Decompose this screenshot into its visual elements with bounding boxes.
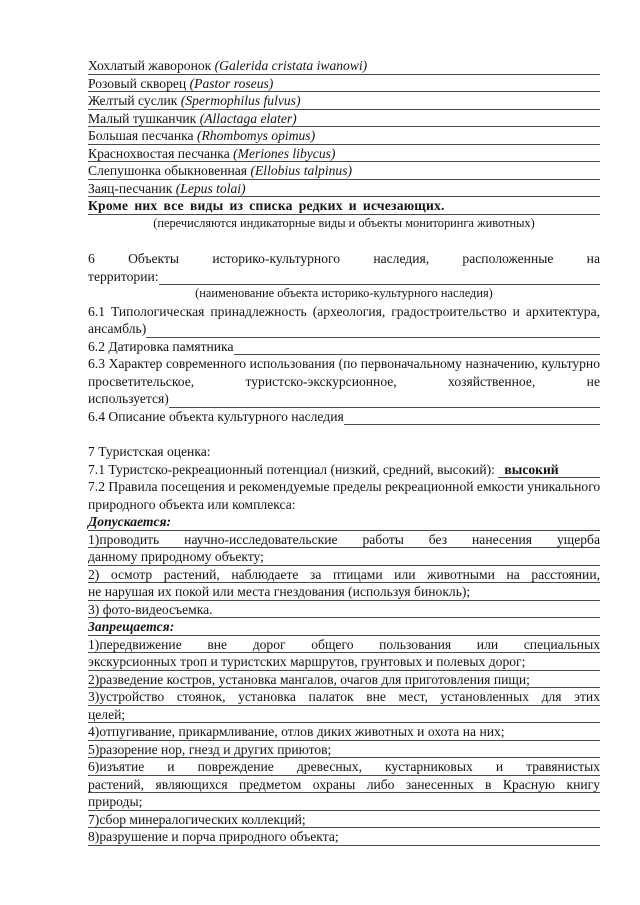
field-label [88,320,146,338]
section-6-heading [88,250,600,268]
text-segment: Кроме них все виды из списка редких и исчезающих. [88,198,445,213]
text-segment: 2)разведение костров, установка мангалов, очагов для приготовления пищи; [88,671,530,687]
text-segment: Слепушонка обыкновенная [88,163,251,178]
text-segment: Розовый скворец [88,75,190,91]
text-segment: (Allactaga elater) [199,110,297,126]
blank-ruled-field [344,408,600,426]
species-line-1 [88,57,600,75]
text-segment: 6.3 Характер современного использования (по первоначальному назначению, культурно [88,356,600,371]
item-6-1-line-1 [88,303,600,321]
species-line-3 [88,92,600,110]
text-segment: Большая песчанка [88,128,197,143]
field-label [88,461,498,479]
text-segment: просветительское, туристско-экскурсионное, хозяйственное, не [88,373,600,389]
text-segment: 5)разорение нор, гнезд и других приютов; [88,741,332,757]
blank-ruled-field [159,268,600,286]
species-line-5 [88,127,600,145]
species-line-4 [88,110,600,128]
text-segment: Допускается: [88,514,172,529]
forbidden-item-1-line-2 [88,653,600,671]
forbidden-item-1-line-1 [88,636,600,654]
forbidden-item-2 [88,671,600,689]
allowed-item-2-line-1 [88,566,600,584]
forbidden-item-3-line-1 [88,688,600,706]
species-line-6 [88,145,600,163]
field-heritage-description [88,408,600,426]
forbidden-heading [88,618,600,636]
heritage-caption [88,285,600,303]
text-segment: Заяц-песчаник [88,180,176,196]
forbidden-item-6-line-2 [88,776,600,794]
field-territory [88,268,600,286]
text-segment: природы; [88,794,143,809]
allowed-item-3 [88,601,600,619]
text-segment: (наименование объекта историко-культурного наследия) [195,286,493,300]
text-segment: (Galerida cristata iwanowi) [214,58,368,73]
text-segment: Краснохвостая песчанка [88,145,234,161]
item-7-1-potential [88,461,600,479]
text-segment: 1)проводить научно-исследовательские работы без нанесения ущерба [88,531,600,547]
text-segment: 6.4 Описание объекта культурного наследия [88,408,344,424]
forbidden-item-8 [88,828,600,846]
allowed-item-1-line-1 [88,531,600,549]
text-segment: Запрещается: [88,619,175,634]
text-segment: (Ellobius talpinus) [250,163,353,178]
item-6-3-line-2 [88,373,600,391]
field-usage [88,390,600,408]
field-label [88,338,234,356]
text-segment: (Meriones libycus) [233,145,336,161]
text-segment: 3) фото-видеосъемка. [88,601,213,617]
text-segment: 6 Объекты историко-культурного наследия, расположенные на [88,251,600,266]
field-dating [88,338,600,356]
text-segment: 2) осмотр растений, наблюдаете за птицами или животными на расстоянии, [88,566,600,582]
forbidden-item-3-line-2 [88,706,600,724]
text-segment: 6.2 Датировка памятника [88,338,234,354]
text-segment: данному природному объекту; [88,549,264,564]
text-segment: не нарушая их покой или места гнездования (используя бинокль); [88,584,471,599]
blank-ruled-field [498,461,600,479]
species-caption [88,215,600,233]
text-segment: 6)изъятие и повреждение древесных, кустарниковых и травянистых [88,759,600,774]
text-segment: 7 Туристская оценка: [88,444,211,459]
blank-ruled-field [234,338,601,356]
species-note [88,197,600,215]
allowed-heading [88,513,600,531]
text-segment: территории: [88,268,159,284]
allowed-item-2-line-2 [88,583,600,601]
text-segment: 6.1 Типологическая принадлежность (археология, градостроительство и архитектура, [88,303,600,319]
page-content [88,57,600,846]
section-7-heading [88,443,600,461]
species-line-2 [88,75,600,93]
text-segment: 4)отпугивание, прикармливание, отлов диких животных и охота на них; [88,724,505,739]
text-segment: 7)сбор минералогических коллекций; [88,811,306,827]
forbidden-item-6-line-3 [88,793,600,811]
text-segment: высокий [504,461,559,477]
text-segment: 8)разрушение и порча природного объекта; [88,829,339,844]
text-segment: (Lepus tolai) [175,180,246,196]
allowed-item-1-line-2 [88,548,600,566]
item-6-3-line-1 [88,355,600,373]
forbidden-item-6-line-1 [88,758,600,776]
forbidden-item-4 [88,723,600,741]
text-segment: ансамбль) [88,321,147,336]
text-segment: Желтый суслик [88,93,181,108]
species-line-7 [88,162,600,180]
text-segment: растений, являющихся предметом охраны либо занесенных в Красную книгу [88,776,600,792]
text-segment: 1)передвижение вне дорог общего пользования или специальных [88,636,600,652]
text-segment: Малый тушканчик [88,110,200,126]
field-label [88,268,159,286]
text-segment: 3)устройство стоянок, установка палаток вне мест, установленных для этих [88,689,600,704]
blank-ruled-field [169,390,600,408]
text-segment: (Rhombomys opimus) [196,128,316,143]
species-line-8 [88,180,600,198]
text-segment: целей; [88,706,126,722]
field-label [88,408,344,426]
text-segment: 7.2 Правила посещения и рекомендуемые пределы рекреационной емкости уникального [88,479,601,494]
text-segment: Хохлатый жаворонок [88,58,215,73]
blank-ruled-field [146,320,600,338]
forbidden-item-7 [88,811,600,829]
text-segment: экскурсионных троп и туристских маршрутов, грунтовых и полевых дорог; [88,654,526,669]
text-segment: (перечисляются индикаторные виды и объекты мониторинга животных) [153,215,535,230]
text-segment: используется) [88,391,169,406]
text-segment: 7.1 Туристско-рекреационный потенциал (низкий, средний, высокий): [88,461,499,477]
forbidden-item-5 [88,741,600,759]
text-segment: природного объекта или комплекса: [88,496,296,512]
text-segment: (Pastor roseus) [189,75,274,91]
field-ensemble [88,320,600,338]
text-segment: (Spermophilus fulvus) [180,93,301,108]
item-7-2-line-1 [88,478,600,496]
field-label [88,390,169,408]
item-7-2-line-2 [88,496,600,514]
